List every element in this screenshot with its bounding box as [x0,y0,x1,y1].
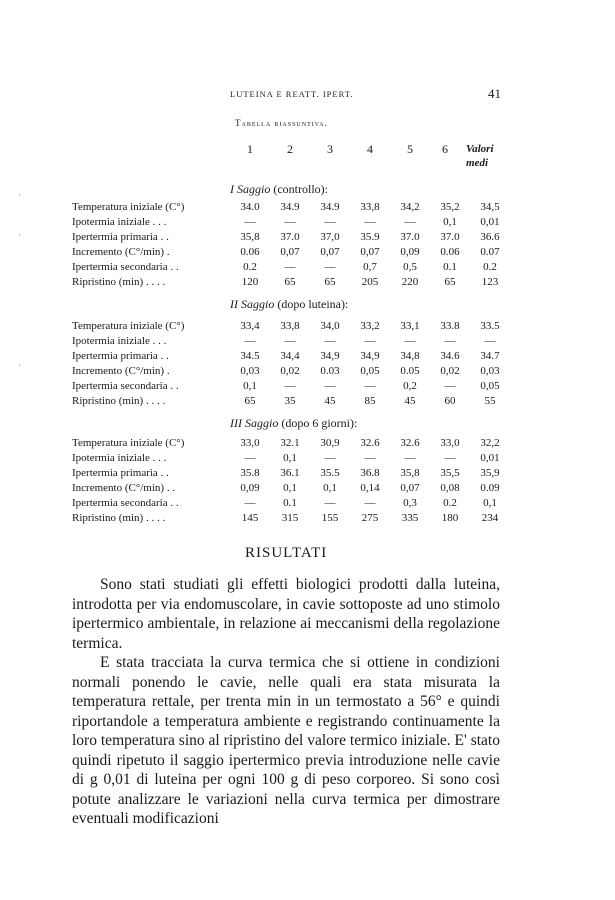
cell: 65 [284,275,296,288]
row-label: Incremento (C°/min) . [72,364,170,377]
table-row [72,450,510,465]
cell: 0,1 [443,215,457,228]
cell: 35,8 [240,230,260,243]
cell: 0,1 [323,481,337,494]
table-row [72,495,510,510]
cell: 0.06 [440,245,460,258]
cell: 55 [484,394,496,407]
section-heading [230,297,348,312]
cell: — [244,334,256,347]
cell: 0,2 [403,379,417,392]
cell: 45 [404,394,416,407]
cell: 34,2 [400,200,420,213]
row-label: Temperatura iniziale (C°) [72,319,185,332]
cell: 0.05 [400,364,420,377]
cell: 0,01 [480,451,500,464]
cell: 0,05 [480,379,500,392]
table-row [72,199,510,214]
cell: — [404,451,416,464]
cell: 33,1 [400,319,420,332]
page-number: 41 [488,86,501,101]
cell: 0.03 [320,364,340,377]
table-row [72,229,510,244]
table-row [72,244,510,259]
cell: — [324,334,336,347]
cell: 35.5 [320,466,340,479]
results-paragraph-1 [72,575,500,653]
cell: — [244,496,256,509]
section-heading-rest: (dopo luteina): [274,297,349,311]
cell: 0,1 [283,481,297,494]
column-header: 5 [407,142,413,156]
table-row [72,333,510,348]
cell: 34.9 [280,200,300,213]
row-label: Ripristino (min) . . . . [72,275,166,288]
cell: — [444,334,456,347]
cell: 34.6 [440,349,460,362]
cell: 34,9 [360,349,380,362]
cell: 33,0 [440,436,460,449]
cell: 33,8 [280,319,300,332]
cell: — [324,496,336,509]
cell: 0,01 [480,215,500,228]
cell: 35,8 [400,466,420,479]
cell: 0,03 [480,364,500,377]
cell: 0,7 [363,260,377,273]
cell: 32.1 [280,436,300,449]
section-heading-italic: I Saggio [230,182,271,196]
cell: 45 [324,394,336,407]
paragraph-text: E stata tracciata la curva termica che si ottiene in condizioni normali ponendo le cavie, nelle quali era stata misurata la temperatura rettale, per trenta min in un termostato a 56° e quindi riportandole a temperatura ambiente e registrando continuamente la loro temperatura sino al ripristino del valore termico iniziale. E' stato quindi ripetuto il saggio ipertermico previa introduzione nelle cavie di g 0,01 di luteina per ogni 100 g di peso corporeo. Si sono così potute analizzare le variazioni nella curva termica per dimostrare eventuali modificazioni [72,654,500,827]
column-header-means-line1: Valori [466,143,494,155]
row-label: Ipertermia primaria . . [72,466,169,479]
cell: 37.0 [400,230,420,243]
row-label: Ipertermia primaria . . [72,230,169,243]
table-title: Tabella riassuntiva. [235,118,328,128]
table-row [72,259,510,274]
cell: 37.0 [280,230,300,243]
column-header: 2 [287,142,293,156]
cell: — [364,379,376,392]
cell: 0,07 [360,245,380,258]
margin-speck: · [18,230,21,240]
cell: 34.9 [320,200,340,213]
cell: 0.2 [483,260,497,273]
column-header-means [466,142,494,170]
row-label: Ipertermia secondaria . . [72,379,179,392]
results-paragraph-2 [72,653,500,829]
section-heading-rest: (dopo 6 giorni): [278,416,358,430]
cell: 37,0 [320,230,340,243]
cell: — [284,379,296,392]
cell: 0.1 [283,496,297,509]
cell: 0,5 [403,260,417,273]
row-label: Temperatura iniziale (C°) [72,436,185,449]
cell: 33,0 [240,436,260,449]
cell: 65 [444,275,456,288]
cell: 33,4 [240,319,260,332]
cell: 34,5 [480,200,500,213]
row-label: Ripristino (min) . . . . [72,394,166,407]
cell: 180 [441,511,459,524]
cell: 37.0 [440,230,460,243]
cell: 60 [444,394,456,407]
cell: 33,2 [360,319,380,332]
cell: 32,2 [480,436,500,449]
cell: 35,2 [440,200,460,213]
cell: — [284,334,296,347]
cell: 0.06 [240,245,260,258]
cell: 33.5 [480,319,500,332]
cell: 335 [401,511,419,524]
column-header-means-line2: medi [466,157,488,169]
cell: 34,4 [280,349,300,362]
row-label: Ipotermia iniziale . . . [72,451,167,464]
cell: 0,03 [240,364,260,377]
cell: 0,08 [440,481,460,494]
table-row [72,363,510,378]
cell: 0,14 [360,481,380,494]
cell: 65 [324,275,336,288]
cell: 123 [481,275,499,288]
cell: 85 [364,394,376,407]
cell: — [404,334,416,347]
cell: 35.8 [240,466,260,479]
paragraph-text: Sono stati studiati gli effetti biologici prodotti dalla luteina, introdotta per via endomuscolare, in cavie sottoposte ad uno stimolo ipertermico ambientale, in relazione ai meccanismi della regolazione termica. [72,576,500,652]
cell: — [364,496,376,509]
table-row [72,510,510,525]
row-label: Ipertermia secondaria . . [72,496,179,509]
cell: — [324,379,336,392]
cell: 33,8 [360,200,380,213]
cell: 35.9 [360,230,380,243]
cell: 0,1 [243,379,257,392]
cell: 32.6 [400,436,420,449]
running-title: LUTEINA E REATT. IPERT. [230,89,354,99]
cell: — [364,451,376,464]
cell: 0,07 [320,245,340,258]
row-label: Ripristino (min) . . . . [72,511,166,524]
cell: 0,07 [280,245,300,258]
row-label: Incremento (C°/min) . [72,245,170,258]
cell: 0.1 [443,260,457,273]
cell: 0,05 [360,364,380,377]
cell: 0.2 [443,496,457,509]
data-table-section-1 [72,199,510,289]
cell: 220 [401,275,419,288]
cell: 275 [361,511,379,524]
cell: — [324,215,336,228]
cell: — [284,260,296,273]
table-row [72,214,510,229]
cell: 0,1 [283,451,297,464]
cell: — [364,215,376,228]
cell: — [244,215,256,228]
cell: 36.6 [480,230,500,243]
row-label: Temperatura iniziale (C°) [72,200,185,213]
row-label: Incremento (C°/min) . . [72,481,176,494]
section-heading-rest: (controllo): [270,182,328,196]
row-label: Ipertermia secondaria . . [72,260,179,273]
cell: 234 [481,511,499,524]
section-heading [230,182,328,197]
cell: — [244,451,256,464]
cell: 145 [241,511,259,524]
column-header: 4 [367,142,373,156]
data-table-section-2 [72,318,510,408]
cell: 0,07 [400,481,420,494]
cell: 34.7 [480,349,500,362]
cell: 0,09 [240,481,260,494]
table-row [72,318,510,333]
cell: 0,09 [400,245,420,258]
cell: — [284,215,296,228]
cell: — [324,260,336,273]
cell: 34.0 [240,200,260,213]
cell: 36.1 [280,466,300,479]
table-row [72,480,510,495]
margin-speck: · [18,190,21,200]
column-header: 6 [442,142,448,156]
data-table-section-3 [72,435,510,525]
cell: 65 [244,394,256,407]
cell: 35,5 [440,466,460,479]
table-row [72,435,510,450]
results-heading: RISULTATI [245,545,328,561]
table-row [72,378,510,393]
cell: 155 [321,511,339,524]
cell: 34,8 [400,349,420,362]
cell: 35 [284,394,296,407]
cell: 315 [281,511,299,524]
cell: 0,02 [280,364,300,377]
cell: 0.07 [480,245,500,258]
cell: 120 [241,275,259,288]
table-row [72,274,510,289]
cell: 34,0 [320,319,340,332]
cell: 0.09 [480,481,500,494]
cell: 33.8 [440,319,460,332]
section-heading-italic: III Saggio [230,416,279,430]
cell: — [404,215,416,228]
table-row [72,465,510,480]
row-label: Ipertermia primaria . . [72,349,169,362]
cell: 0,3 [403,496,417,509]
row-label: Ipotermia iniziale . . . [72,215,167,228]
cell: 30,9 [320,436,340,449]
cell: — [444,451,456,464]
table-row [72,348,510,363]
cell: — [484,334,496,347]
cell: 32.6 [360,436,380,449]
section-heading-italic: II Saggio [230,297,275,311]
cell: 34,9 [320,349,340,362]
cell: 0,1 [483,496,497,509]
cell: — [324,451,336,464]
cell: 0,02 [440,364,460,377]
cell: 205 [361,275,379,288]
table-row [72,393,510,408]
column-header: 3 [327,142,333,156]
cell: — [444,379,456,392]
cell: 35,9 [480,466,500,479]
section-heading [230,416,357,431]
cell: — [364,334,376,347]
cell: 36.8 [360,466,380,479]
margin-speck: · [18,360,21,370]
cell: 34.5 [240,349,260,362]
column-header: 1 [247,142,253,156]
row-label: Ipotermia iniziale . . . [72,334,167,347]
cell: 0.2 [243,260,257,273]
